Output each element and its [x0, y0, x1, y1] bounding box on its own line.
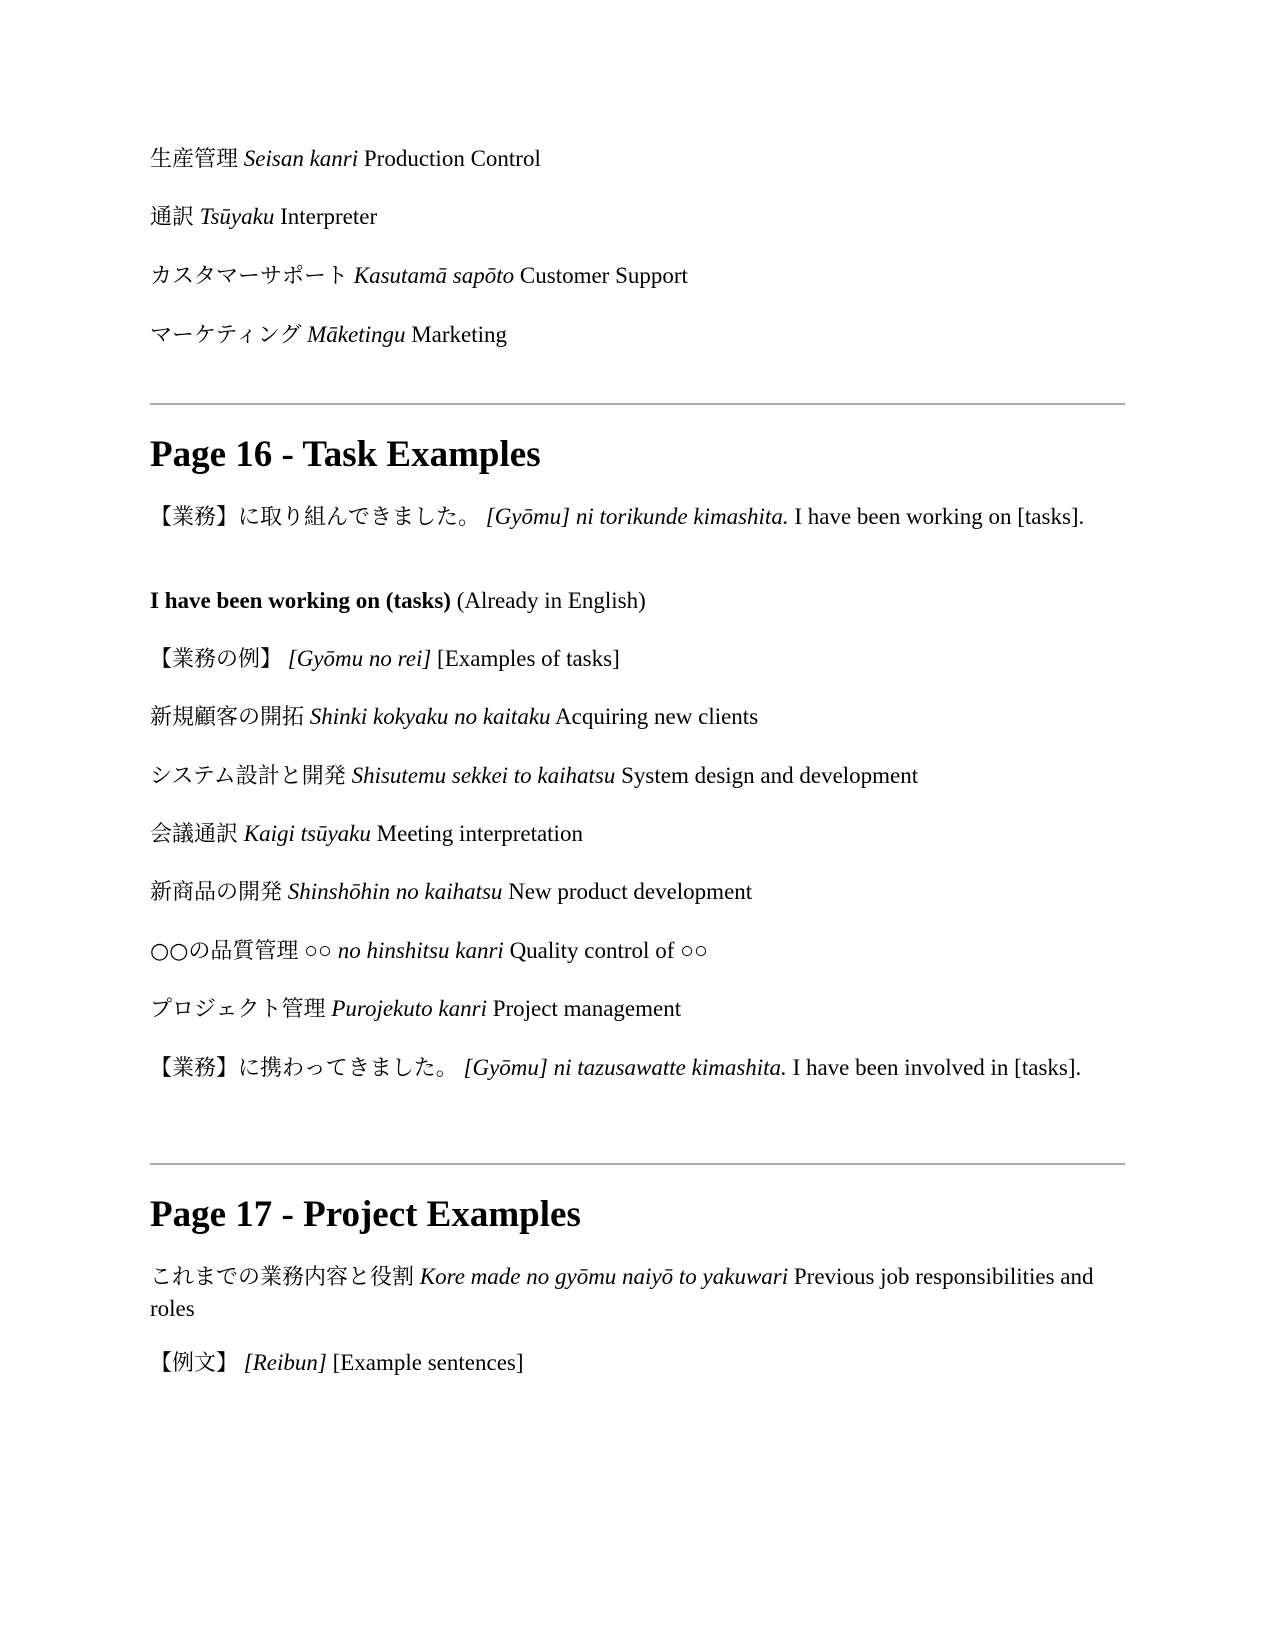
example-sentences-header [150, 1347, 1125, 1379]
intro-sentence [150, 1261, 1125, 1324]
example-japanese: ○○の品質管理 [150, 939, 299, 964]
section-heading-project-examples: Page 17 - Project Examples [150, 1194, 581, 1235]
closing-english: I have been involved in [tasks]. [792, 1055, 1082, 1080]
intro-japanese: 【業務】に取り組んできました。 [150, 505, 481, 530]
example-english: New product development [508, 879, 753, 904]
section-divider [150, 1163, 1125, 1165]
closing-romaji: [Gyōmu] ni tazusawatte kimashita. [463, 1055, 787, 1080]
example-romaji: Kaigi tsūyaku [243, 821, 371, 846]
example-english: Acquiring new clients [555, 704, 759, 729]
example-line [150, 993, 1125, 1025]
term-japanese: マーケティング [150, 323, 302, 348]
english-note [150, 585, 1125, 616]
example-sentences-japanese: 【例文】 [150, 1351, 239, 1376]
term-line [150, 260, 1125, 292]
example-line [150, 935, 1125, 967]
intro-romaji: [Gyōmu] ni torikunde kimashita. [485, 504, 789, 529]
example-english: System design and development [621, 763, 919, 788]
term-line [150, 319, 1125, 351]
example-japanese: 新規顧客の開拓 [150, 705, 305, 730]
example-english: Project management [492, 996, 682, 1021]
example-romaji: Shisutemu sekkei to kaihatsu [351, 763, 616, 788]
term-romaji: Tsūyaku [199, 204, 275, 229]
example-sentences-romaji: [Reibun] [243, 1350, 327, 1375]
intro-romaji: Kore made no gyōmu naiyō to yakuwari [419, 1264, 789, 1289]
term-romaji: Māketingu [307, 322, 406, 347]
example-japanese: システム設計と開発 [150, 764, 346, 789]
term-japanese: カスタマーサポート [150, 264, 349, 289]
examples-header [150, 643, 1125, 675]
example-japanese: プロジェクト管理 [150, 997, 326, 1022]
example-line [150, 818, 1125, 850]
term-english: Marketing [411, 322, 508, 347]
example-line [150, 701, 1125, 733]
closing-sentence [150, 1052, 1125, 1084]
section-heading-task-examples: Page 16 - Task Examples [150, 434, 541, 475]
examples-header-romaji: [Gyōmu no rei] [287, 646, 432, 671]
term-romaji: Kasutamā sapōto [353, 263, 515, 288]
term-line [150, 143, 1125, 175]
term-english: Production Control [363, 146, 541, 171]
term-japanese: 生産管理 [150, 147, 239, 172]
intro-japanese: これまでの業務内容と役割 [150, 1265, 415, 1290]
term-english: Customer Support [519, 263, 688, 288]
example-romaji: Purojekuto kanri [331, 996, 487, 1021]
section-divider [150, 403, 1125, 405]
note-bold: I have been working on (tasks) [150, 588, 451, 613]
example-line [150, 876, 1125, 908]
term-romaji: Seisan kanri [243, 146, 359, 171]
example-romaji: ○○ no hinshitsu kanri [304, 938, 504, 963]
note-rest: (Already in English) [456, 588, 646, 613]
example-english: Meeting interpretation [376, 821, 583, 846]
closing-japanese: 【業務】に携わってきました。 [150, 1056, 458, 1081]
intro-sentence [150, 501, 1125, 533]
example-japanese: 新商品の開発 [150, 880, 283, 905]
example-japanese: 会議通訳 [150, 822, 239, 847]
example-romaji: Shinki kokyaku no kaitaku [309, 704, 551, 729]
examples-header-english: [Examples of tasks] [437, 646, 620, 671]
term-line [150, 201, 1125, 233]
term-japanese: 通訳 [150, 205, 195, 230]
intro-english: Previous job responsibilities and roles [150, 1264, 1094, 1321]
term-english: Interpreter [280, 204, 378, 229]
example-line [150, 760, 1125, 792]
example-romaji: Shinshōhin no kaihatsu [287, 879, 503, 904]
examples-header-japanese: 【業務の例】 [150, 647, 283, 672]
example-english: Quality control of ○○ [509, 938, 708, 963]
example-sentences-english: [Example sentences] [332, 1350, 524, 1375]
intro-english: I have been working on [tasks]. [794, 504, 1085, 529]
